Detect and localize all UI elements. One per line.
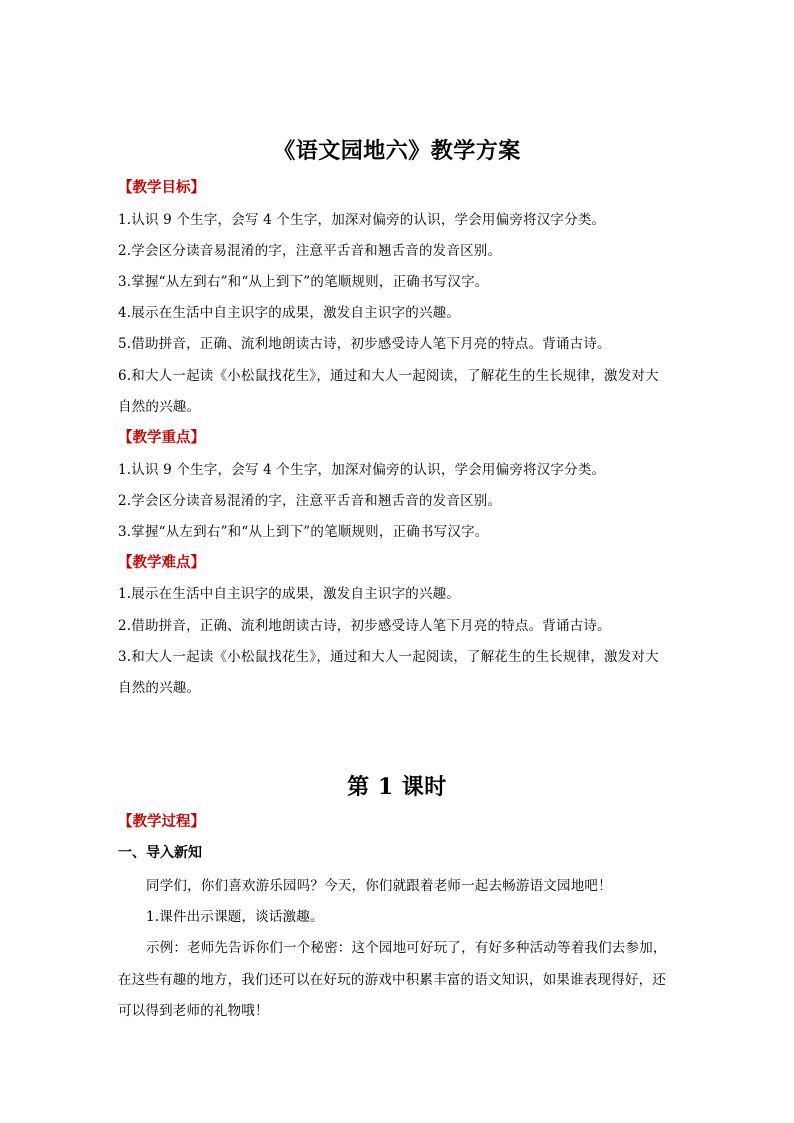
intro-paragraph: 同学们，你们喜欢游乐园吗？今天，你们就跟着老师一起去畅游语文园地吧！	[146, 878, 612, 894]
key-point-item: 2.学会区分读音易混淆的字，注意平舌音和翘舌音的发音区别。	[118, 493, 502, 509]
objectives-heading: 【教学目标】	[118, 179, 205, 196]
example-paragraph: 示例：老师先告诉你们一个秘密：这个园地可好玩了，有好多种活动等着我们去参加，	[146, 940, 667, 956]
objective-item: 2.学会区分读音易混淆的字，注意平舌音和翘舌音的发音区别。	[118, 243, 502, 259]
sub-item: 1.课件出示课题，谈话激趣。	[146, 909, 324, 925]
step-heading: 一、导入新知	[118, 845, 202, 861]
key-points-heading: 【教学重点】	[118, 429, 205, 446]
difficulty-item: 3.和大人一起读《小松鼠找花生》，通过和大人一起阅读，了解花生的生长规律，激发对大	[118, 649, 659, 665]
objective-item: 3.掌握“从左到右”和“从上到下”的笔顺规则，正确书写汉字。	[118, 274, 489, 290]
difficulty-item-continued: 自然的兴趣。	[118, 680, 201, 696]
example-paragraph-continued: 在这些有趣的地方，我们还可以在好玩的游戏中积累丰富的语文知识，如果谁表现得好，还	[118, 972, 666, 988]
key-point-item: 1.认识 9 个生字，会写 4 个生字，加深对偏旁的认识，学会用偏旁将汉字分类。	[118, 462, 606, 478]
objective-item: 6.和大人一起读《小松鼠找花生》，通过和大人一起阅读，了解花生的生长规律，激发对大	[118, 368, 659, 384]
objective-item: 1.认识 9 个生字，会写 4 个生字，加深对偏旁的认识，学会用偏旁将汉字分类。	[118, 212, 606, 228]
lesson-title: 第 1 课时	[347, 774, 447, 800]
difficulty-item: 2.借助拼音，正确、流利地朗读古诗，初步感受诗人笔下月亮的特点。背诵古诗。	[118, 618, 611, 634]
objective-item: 5.借助拼音，正确、流利地朗读古诗，初步感受诗人笔下月亮的特点。背诵古诗。	[118, 336, 611, 352]
document-title: 《语文园地六》教学方案	[273, 138, 521, 164]
objective-item: 4.展示在生活中自主识字的成果，激发自主识字的兴趣。	[118, 305, 461, 321]
example-paragraph-continued: 可以得到老师的礼物哦！	[118, 1003, 269, 1019]
difficulty-item: 1.展示在生活中自主识字的成果，激发自主识字的兴趣。	[118, 586, 461, 602]
difficulties-heading: 【教学难点】	[118, 554, 205, 571]
key-point-item: 3.掌握“从左到右”和“从上到下”的笔顺规则，正确书写汉字。	[118, 524, 489, 540]
objective-item-continued: 自然的兴趣。	[118, 399, 201, 415]
process-heading: 【教学过程】	[118, 813, 205, 830]
